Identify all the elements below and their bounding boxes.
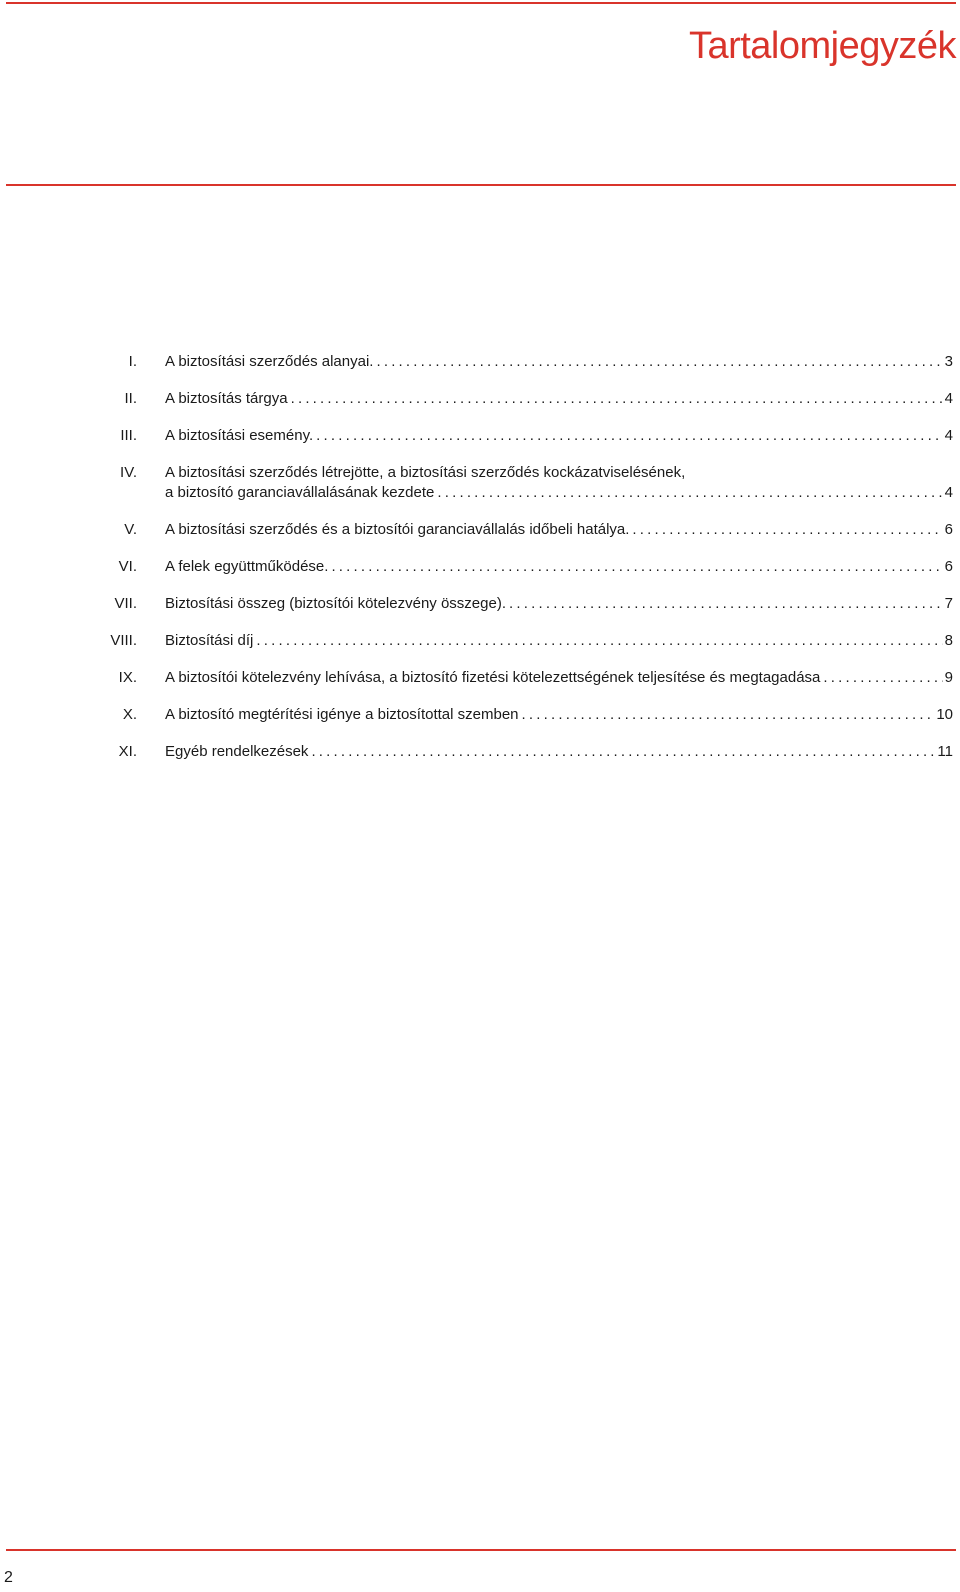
toc-entry-title: Biztosítási díj: [165, 632, 254, 649]
toc-dot-leader: [437, 483, 942, 503]
toc-entry-page: 3: [944, 353, 953, 370]
toc-entry-title: a biztosító garanciavállalásának kezdete: [165, 484, 435, 501]
toc-entry-page: 9: [944, 669, 953, 686]
header-divider: [6, 184, 956, 186]
toc-dot-leader: [522, 705, 935, 725]
toc-entry-page: 6: [944, 521, 953, 538]
toc-entry-page: 8: [944, 632, 953, 649]
toc-entry-number: VII.: [114, 595, 137, 612]
toc-entry-body: [165, 352, 953, 372]
toc-entry-page: 10: [936, 706, 953, 723]
toc-entry-number: VIII.: [110, 632, 137, 649]
toc-dot-leader: [291, 389, 943, 409]
toc-dot-leader: [316, 426, 943, 446]
toc-entry-page: 11: [937, 743, 953, 760]
page-title: Tartalomjegyzék: [688, 25, 956, 67]
toc-entry-body: [165, 631, 953, 651]
toc-entry-title: Biztosítási összeg (biztosítói kötelezvény összege).: [165, 595, 506, 612]
toc-entry-title: Egyéb rendelkezések: [165, 743, 309, 760]
toc-dot-leader: [632, 520, 942, 540]
toc-entry-number: VI.: [118, 558, 137, 575]
toc-dot-leader: [256, 631, 942, 651]
toc-entry-number: V.: [124, 521, 137, 538]
toc-entry-page: 7: [944, 595, 953, 612]
toc-entry-body: [165, 389, 953, 409]
toc-entry-number: X.: [122, 706, 137, 723]
toc-entry-body: [165, 463, 953, 503]
page-number: 2: [4, 1569, 13, 1586]
toc-dot-leader: [823, 668, 942, 688]
toc-entry-body: [165, 705, 953, 725]
toc-dot-leader: [376, 352, 942, 372]
toc-entry-title: A biztosítás tárgya: [165, 390, 288, 407]
top-rule: [6, 2, 956, 4]
toc-entry-number: II.: [124, 390, 137, 407]
toc-entry-title: A biztosítási szerződés és a biztosítói garanciavállalás időbeli hatálya.: [165, 521, 630, 538]
toc-dot-leader: [311, 742, 935, 762]
toc-entry-body: [165, 668, 953, 688]
toc-entry-title: A biztosítási esemény.: [165, 427, 314, 444]
toc-dot-leader: [509, 594, 943, 614]
toc-entry-body: [165, 426, 953, 446]
toc-entry-number: XI.: [118, 743, 137, 760]
toc-dot-leader: [331, 557, 942, 577]
toc-entry-body: [165, 520, 953, 540]
toc-entry-number: IV.: [120, 464, 137, 481]
toc-entry-title: A biztosítási szerződés alanyai.: [165, 353, 374, 370]
toc-entry-body: [165, 557, 953, 577]
toc-entry-page: 6: [944, 558, 953, 575]
toc-entry-number: I.: [128, 353, 137, 370]
toc-entry-body: [165, 742, 953, 762]
toc-entry-title: A biztosítói kötelezvény lehívása, a biztosító fizetési kötelezettségének teljesítése és megtagadása: [165, 669, 821, 686]
toc-entry-title: A felek együttműködése.: [165, 558, 329, 575]
toc-entry-page: 4: [944, 427, 953, 444]
toc-entry-number: IX.: [118, 669, 137, 686]
toc-entry-title-line: A biztosítási szerződés létrejötte, a biztosítási szerződés kockázatviselésének,: [165, 464, 686, 481]
toc-entry-number: III.: [120, 427, 137, 444]
toc-entry-body: [165, 594, 953, 614]
footer-rule: [6, 1549, 956, 1551]
toc-entry-title: A biztosító megtérítési igénye a biztosítottal szemben: [165, 706, 519, 723]
toc-entry-page: 4: [944, 484, 953, 501]
toc-entry-page: 4: [944, 390, 953, 407]
